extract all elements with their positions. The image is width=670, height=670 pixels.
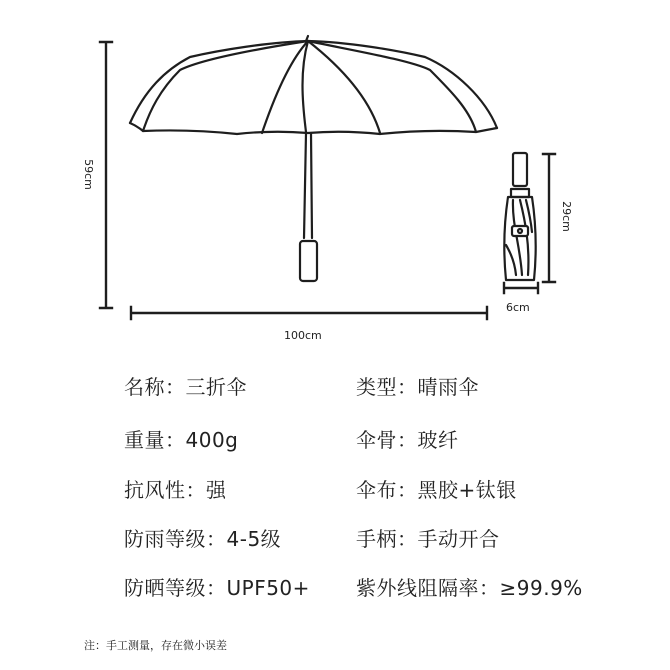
spec-weight — [124, 424, 238, 453]
folded-length-dimension-line — [543, 154, 555, 282]
spec-value: ≥99.9% — [499, 576, 583, 600]
spec-label: 紫外线阻隔率： — [356, 576, 500, 600]
spec-ribs — [356, 424, 459, 453]
open-height-label: 59cm — [81, 159, 95, 190]
measurement-note: 注：手工测量，存在微小误差 — [84, 639, 227, 652]
spec-value: 玻纤 — [417, 428, 459, 452]
spec-fabric — [356, 474, 517, 503]
open-umbrella-canopy — [130, 36, 497, 134]
height-dimension-line — [100, 42, 112, 308]
spec-name — [124, 371, 247, 400]
spec-value: 400g — [185, 428, 239, 452]
spec-label: 伞骨： — [356, 428, 418, 452]
spec-wind-resistance — [124, 474, 227, 503]
spec-value: 手动开合 — [417, 527, 500, 551]
spec-label: 名称： — [124, 375, 186, 399]
open-umbrella-handle — [300, 241, 317, 281]
folded-width-label: 6cm — [506, 301, 530, 314]
spec-label: 抗风性： — [124, 478, 206, 502]
spec-sun-rating — [124, 572, 310, 601]
spec-handle — [356, 523, 500, 552]
spec-label: 防晒等级： — [124, 576, 227, 600]
open-umbrella-shaft — [304, 133, 312, 238]
spec-label: 手柄： — [356, 527, 418, 551]
width-dimension-line — [131, 307, 487, 319]
spec-value: 4-5级 — [226, 527, 282, 551]
spec-label: 类型： — [356, 375, 418, 399]
spec-value: 晴雨伞 — [417, 375, 479, 399]
spec-value: UPF50+ — [226, 576, 310, 600]
spec-value: 强 — [206, 478, 227, 502]
spec-uv-blocking — [356, 572, 583, 601]
spec-label: 重量： — [124, 428, 186, 452]
open-width-label: 100cm — [284, 329, 322, 342]
spec-type — [356, 371, 479, 400]
spec-value: 黑胶+钛银 — [417, 478, 517, 502]
spec-label: 防雨等级： — [124, 527, 227, 551]
spec-value: 三折伞 — [185, 375, 247, 399]
folded-umbrella — [504, 153, 535, 280]
folded-length-label: 29cm — [559, 201, 573, 232]
folded-width-dimension-line — [504, 283, 538, 293]
spec-label: 伞布： — [356, 478, 418, 502]
spec-rain-rating — [124, 523, 281, 552]
